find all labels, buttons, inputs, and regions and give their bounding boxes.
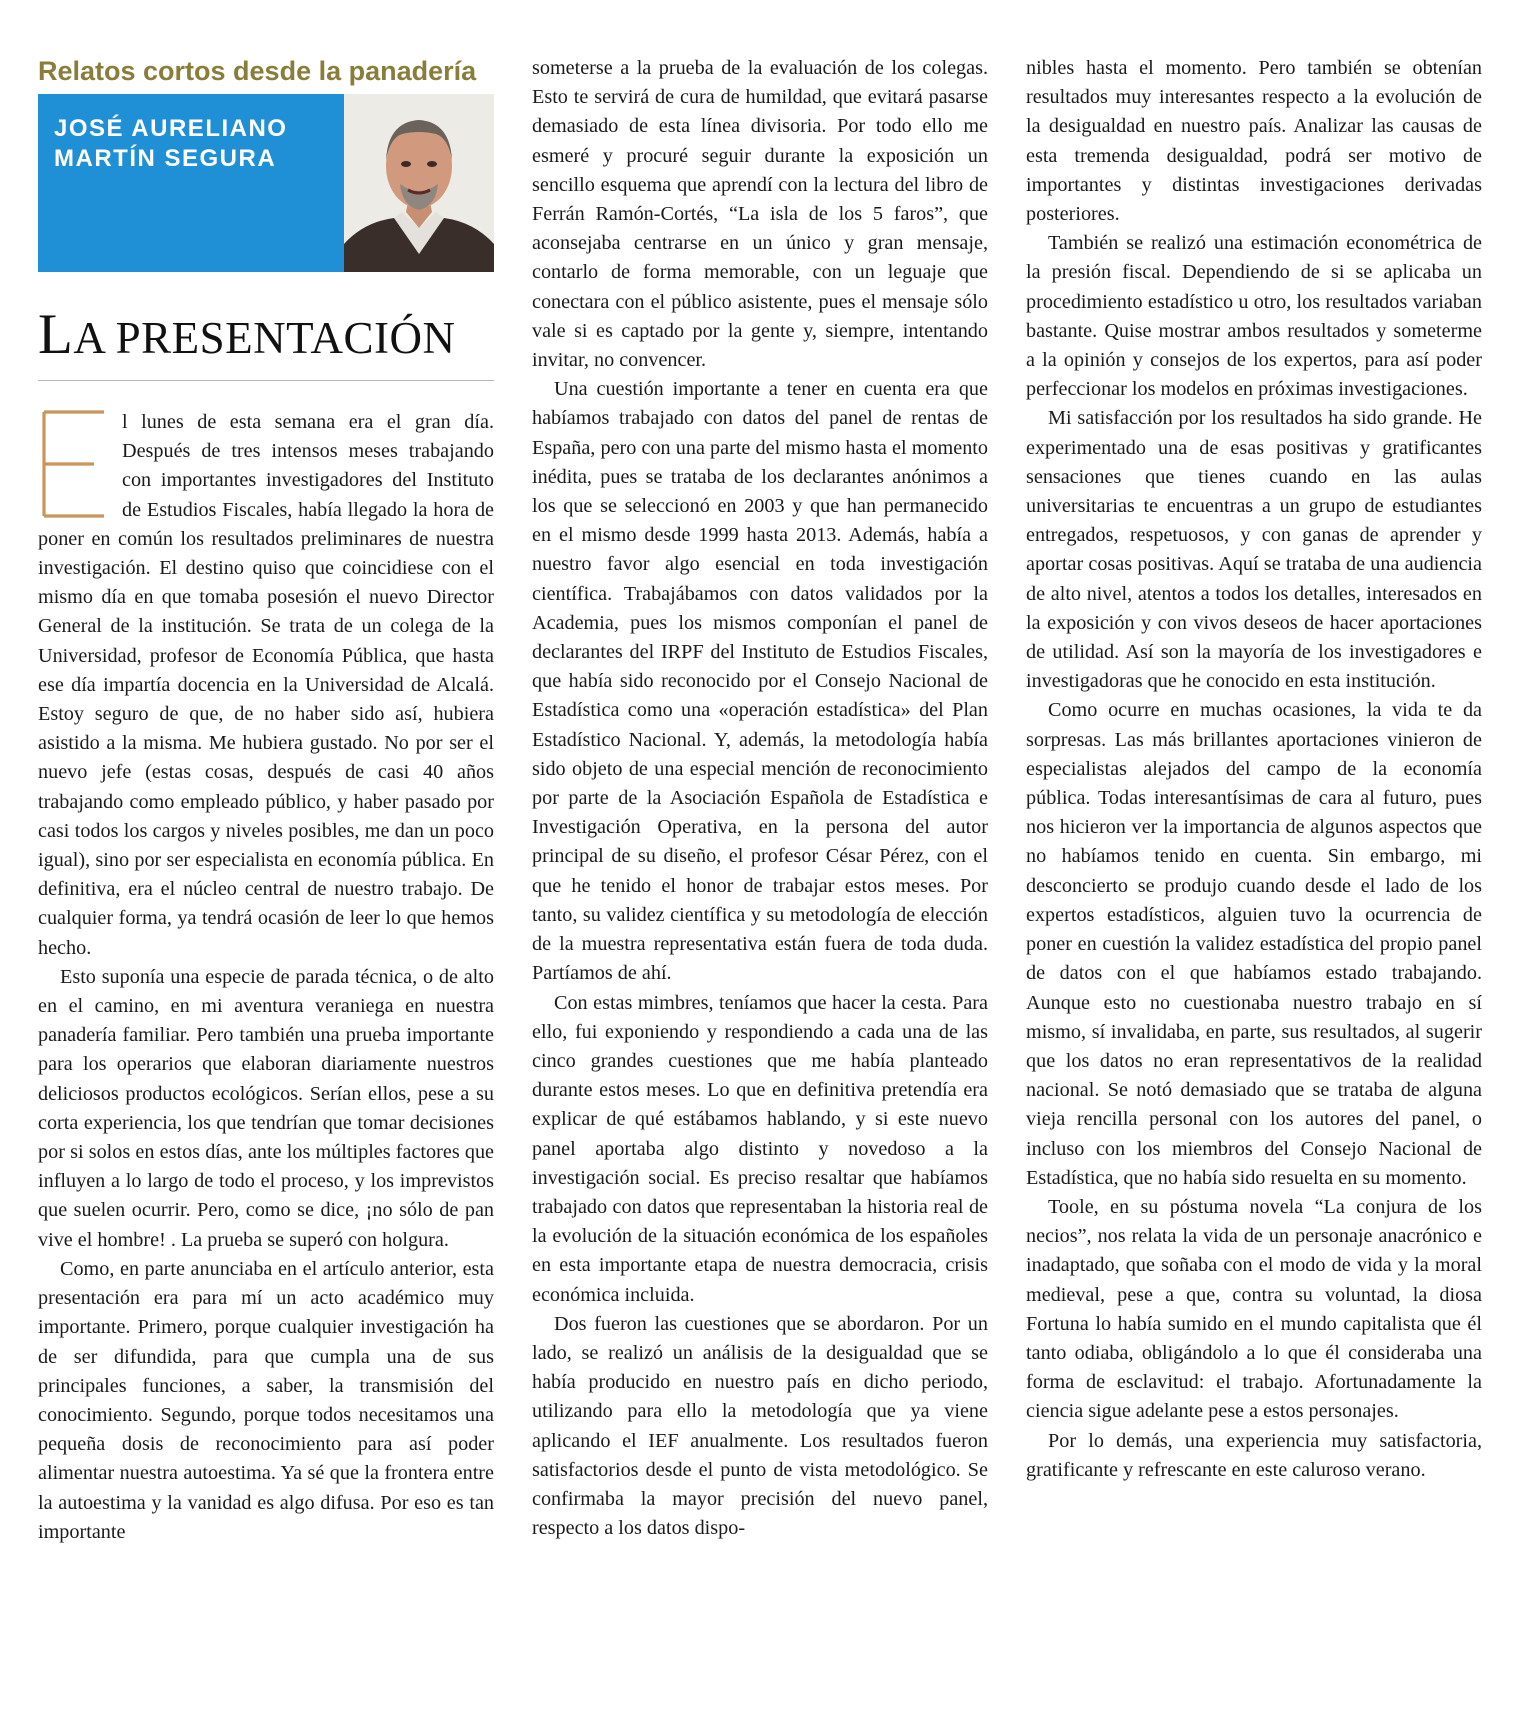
column-2	[532, 54, 988, 1694]
author-name	[54, 114, 287, 174]
drop-cap-letter	[38, 408, 110, 520]
paragraph: Como, en parte anunciaba en el artículo anterior, esta presentación era para mí un acto académico muy importante. Primero, porque cualquier investigación ha de ser difundida, para que cumpla una de sus principales funciones, a saber, la transmisión del conocimiento. Segundo, porque todos necesitamos una pequeña dosis de reconocimiento para así poder alimentar nuestra autoestima. Ya sé que la frontera entre la autoestima y la vanidad es algo difusa. Por eso es tan importante	[38, 1257, 494, 1543]
headline-divider	[38, 380, 494, 381]
headline-initial: L	[38, 303, 74, 366]
article-headline	[38, 302, 494, 372]
paragraph: También se realizó una estimación econométrica de la presión fiscal. Dependiendo de si se aplicaba un procedimiento estadístico u otro, los resultados variaban bastante. Quise mostrar ambos resultados y someterme a la opinión y consejos de los expertos, para así poder perfeccionar los modelos en próximas investigaciones.	[1026, 232, 1482, 401]
paragraph: Con estas mimbres, teníamos que hacer la cesta. Para ello, fui exponiendo y respondiendo a cada una de las cinco grandes cuestiones que me había planteado durante estos meses. Lo que en definitiva pretendía era explicar de qué estábamos hablando, y si este nuevo panel aportaba algo distinto y novedoso a la investigación social. Es preciso resaltar que habíamos trabajado con datos que representaban la historia real de la evolución de la situación económica de los españoles en esta importante etapa de nuestra democracia, crisis económica incluida.	[532, 991, 988, 1306]
paragraph: nibles hasta el momento. Pero también se obtenían resultados muy interesantes respecto a la evolución de la desigualdad en nuestro país. Analizar las causas de esta tremenda desigualdad, podrá ser motivo de importantes y distintas investigaciones derivadas posteriores.	[1026, 57, 1482, 226]
paragraph: Por lo demás, una experiencia muy satisfactoria, gratificante y refrescante en este caluroso verano.	[1026, 1429, 1482, 1481]
column-1	[38, 54, 494, 1694]
paragraph: Una cuestión importante a tener en cuenta era que habíamos trabajado con datos del panel de rentas de España, pero con una parte del mismo hasta el momento inédita, pues se trataba de los declarantes anónimos a los que se seleccionó en 2003 y que han permanecido en el mismo desde 1999 hasta 2013. Además, había a nuestro favor algo esencial en toda investigación científica. Trabajábamos con datos validados por la Academia, pues los mismos componían el panel de declarantes del IRPF del Instituto de Estudios Fiscales, que había sido reconocido por el Consejo Nacional de Estadística como una «operación estadística» del Plan Estadístico Nacional. Y, además, la metodología había sido objeto de una especial mención de reconocimiento por parte de la Asociación Española de Estadística e Investigación Operativa, en la persona del autor principal de su diseño, el profesor César Pérez, con el que he tenido el honor de trabajar estos meses. Por tanto, su validez científica y su metodología de elección de la muestra representativa están fuera de toda duda. Partíamos de ahí.	[532, 378, 988, 985]
author-name-line-2: MARTÍN SEGURA	[54, 145, 277, 172]
paragraph: Como ocurre en muchas ocasiones, la vida te da sorpresas. Las más brillantes aportaciones vinieron de especialistas alejados del campo de la economía pública. Todas interesantísimas de cara al futuro, pues nos hicieron ver la importancia de algunos aspectos que no habíamos tenido en cuenta. Sin embargo, mi desconcierto se produjo cuando desde el lado de los expertos estadísticos, alguien tuvo la ocurrencia de poner en cuestión la validez estadística del propio panel de datos con el que habíamos estado trabajando. Aunque esto no cuestionaba nuestro trabajo en sí mismo, sí invalidaba, en parte, sus resultados, al sugerir que los datos no eran representativos de la realidad nacional. Se notó demasiado que se trataba de alguna vieja rencilla personal con los autores del panel, o incluso con los miembros del Consejo Nacional de Estadística, que no había sido resuelta en su momento.	[1026, 699, 1482, 1189]
drop-cap	[38, 408, 110, 520]
paragraph: Dos fueron las cuestiones que se abordaron. Por un lado, se realizó un análisis de la desigualdad que se había producido en nuestro país en dicho periodo, utilizando para ello la metodología que ya viene aplicando el IEF anualmente. Los resultados fueron satisfactorios desde el punto de vista metodológico. Se confirmaba la mayor precisión del nuevo panel, respecto a los datos dispo-	[532, 1312, 988, 1540]
paragraph: Mi satisfacción por los resultados ha sido grande. He experimentado una de esas positivas y gratificantes sensaciones que tienes cuando en las aulas universitarias te encuentras a un grupo de estudiantes entregados, respetuosos, y con ganas de aprender y aportar cosas positivas. Aquí se trataba de una audiencia de alto nivel, atentos a todos los detalles, interesados en la exposición y con vivos deseos de hacer aportaciones de utilidad. Así son la mayoría de los investigadores e investigadoras que he conocido en esta institución.	[1026, 407, 1482, 693]
paragraph: l lunes de esta semana era el gran día. Después de tres intensos meses trabajando con importantes investigadores del Instituto de Estudios Fiscales, había llegado la hora de poner en común los resultados preliminares de nuestra investigación. El destino quiso que coincidiese con el mismo día en que tomaba posesión el nuevo Director General de la institución. Se trata de un colega de la Universidad, profesor de Economía Pública, que hasta ese día impartía docencia en la Universidad de Alcalá. Estoy seguro de que, de no haber sido así, hubiera asistido a la misma. Me hubiera gustado. No por ser el nuevo jefe (estas cosas, después de casi 40 años trabajando como empleado público, y haber pasado por casi todos los cargos y niveles posibles, me dan un poco igual), sino por ser especialista en economía pública. En definitiva, era el núcleo central de nuestro trabajo. De cualquier forma, ya tendrá ocasión de leer lo que hemos hecho.	[38, 411, 494, 959]
author-box	[38, 94, 494, 272]
column-3	[1026, 54, 1482, 1694]
author-name-line-1: JOSÉ AURELIANO	[54, 115, 288, 142]
headline-rest: A PRESENTACIÓN	[73, 313, 456, 363]
paragraph: Esto suponía una especie de parada técnica, o de alto en el camino, en mi aventura veraniega en nuestra panadería familiar. Pero también una prueba importante para los operarios que elaboran diariamente nuestros deliciosos productos ecológicos. Serían ellos, pese a su corta experiencia, los que tendrían que tomar decisiones por si solos en estos días, ante los múltiples factores que influyen a lo largo de todo el proceso, y los imprevistos que suelen ocurrir. Pero, como se dice, ¡no sólo de pan vive el hombre! . La prueba se superó con holgura.	[38, 965, 494, 1251]
author-photo-icon	[344, 94, 494, 272]
paragraph: someterse a la prueba de la evaluación de los colegas. Esto te servirá de cura de humildad, que evitará pasarse demasiado de esta línea divisoria. Por todo ello me esmeré y procuré seguir durante la exposición un sencillo esquema que aprendí con la lectura del libro de Ferrán Ramón-Cortés, “La isla de los 5 faros”, que aconsejaba centrarse en un único y gran mensaje, contarlo de forma memorable, con un leguaje que conectara con el público asistente, pues el mensaje sólo vale si es captado por la gente y, siempre, intentando invitar, no convencer.	[532, 57, 988, 372]
author-portrait	[344, 94, 494, 272]
paragraph: Toole, en su póstuma novela “La conjura de los necios”, nos relata la vida de un personaje anacrónico e inadaptado, que soñaba con el modo de vida y la moral medieval, pese a que, contra su voluntad, la diosa Fortuna lo había sumido en el mundo capitalista que él tanto odiaba, obligándolo a lo que él consideraba una forma de esclavitud: el trabajo. Afortunadamente la ciencia sigue adelante pese a estos personajes.	[1026, 1195, 1482, 1423]
section-title: Relatos cortos desde la panadería	[38, 56, 477, 86]
